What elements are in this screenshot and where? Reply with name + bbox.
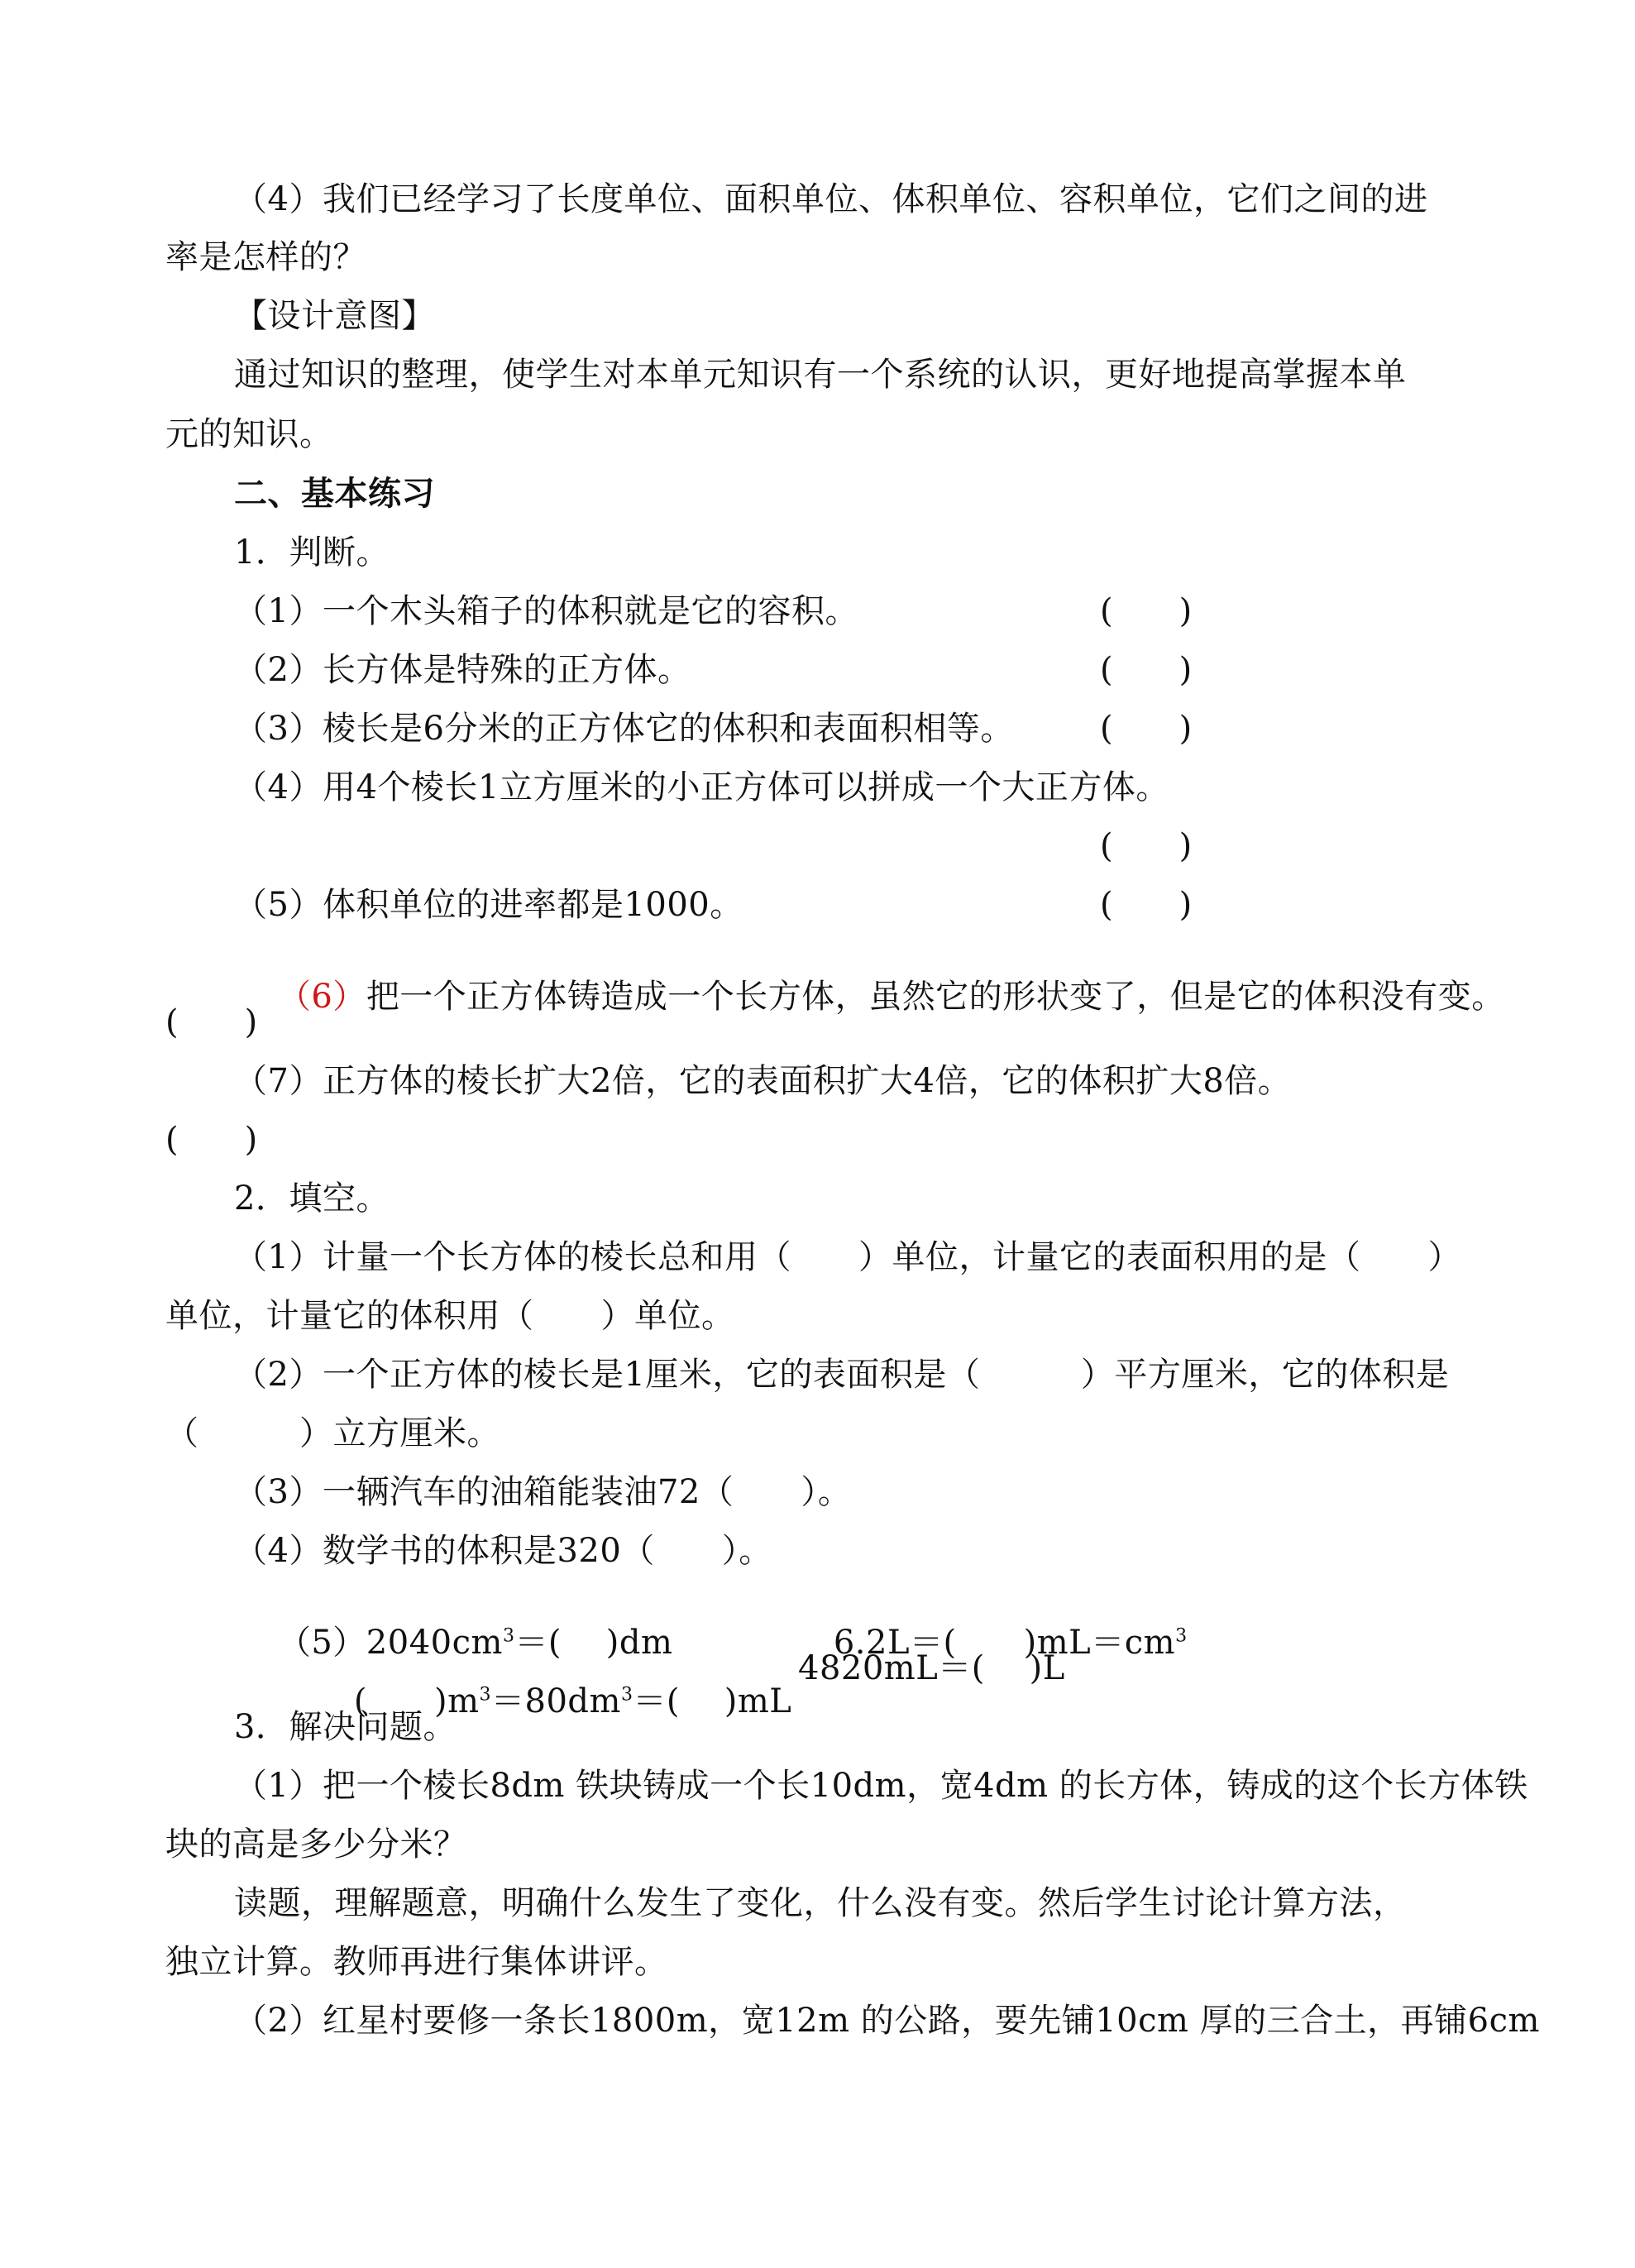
paragraph-line: 通过知识的整理，使学生对本单元知识有一个系统的认识，更好地提高掌握本单 (234, 356, 1407, 394)
answer-blank[interactable]: ( ) (1100, 886, 1193, 924)
unit-conversion-text: 6.2L＝( )mL＝cm (833, 1624, 1176, 1662)
fill-question-1-line1: （1）计量一个长方体的棱长总和用（ ）单位，计量它的表面积用的是（ ） (234, 1238, 1461, 1276)
unit-conversion-text: ＝( )mL (633, 1682, 792, 1720)
fill-question-3: （3）一辆汽车的油箱能装油72（ ）。 (234, 1473, 852, 1511)
problem-1-line2: 块的高是多少分米？ (165, 1825, 467, 1864)
answer-blank[interactable]: ( ) (165, 1121, 258, 1159)
judgment-question-4: （4）用4个棱长1立方厘米的小正方体可以拼成一个大正方体。 (234, 768, 1169, 806)
unit-conversion-text: ＝( )dm (514, 1624, 673, 1662)
judgment-question-5: （5）体积单位的进率都是1000。 (234, 886, 743, 924)
answer-blank[interactable]: ( ) (1100, 651, 1193, 689)
unit-conversion-text: （5）2040cm (277, 1624, 503, 1662)
unit-conversion-text: ( )m (353, 1682, 480, 1720)
judgment-question-3: （3）棱长是6分米的正方体它的体积和表面积相等。 (234, 710, 1014, 748)
judgment-question-7: （7）正方体的棱长扩大2倍，它的表面积扩大4倍，它的体积扩大8倍。 (234, 1062, 1292, 1100)
fill-question-4: （4）数学书的体积是320（ ）。 (234, 1532, 772, 1570)
paragraph-line: （4）我们已经学习了长度单位、面积单位、体积单位、容积单位，它们之间的进 (234, 180, 1428, 218)
subsection-heading: 1．判断。 (234, 534, 390, 572)
fill-question-5-row2-right: 4820mL＝( )L (798, 1649, 1065, 1687)
problem-2-line1: （2）红星村要修一条长1800m，宽12m 的公路，要先铺10cm 厚的三合土，再铺6cm (234, 2002, 1540, 2040)
design-intent-heading: 【设计意图】 (234, 297, 435, 335)
subsection-heading: 2．填空。 (234, 1179, 390, 1218)
answer-blank[interactable]: ( ) (1100, 710, 1193, 748)
fill-question-2-line1: （2）一个正方体的棱长是1厘米，它的表面积是（ ）平方厘米，它的体积是 (234, 1356, 1450, 1394)
judgment-question-6 (234, 947, 1505, 1046)
superscript: 3 (1175, 1625, 1188, 1647)
answer-blank[interactable]: ( ) (165, 1003, 258, 1041)
answer-blank[interactable]: ( ) (1100, 592, 1193, 630)
superscript: 3 (479, 1684, 491, 1706)
fill-question-1-line2: 单位，计量它的体积用（ ）单位。 (165, 1297, 735, 1335)
judgment-question-1: （1）一个木头箱子的体积就是它的容积。 (234, 592, 858, 630)
answer-blank[interactable]: ( ) (1100, 827, 1193, 865)
subsection-heading: 3．解决问题。 (234, 1708, 457, 1746)
superscript: 3 (502, 1625, 515, 1647)
section-heading: 二、基本练习 (234, 474, 435, 513)
paragraph-line: 率是怎样的？ (165, 238, 366, 276)
problem-1-line1: （1）把一个棱长8dm 铁块铸成一个长10dm，宽4dm 的长方体，铸成的这个长方体铁 (234, 1767, 1528, 1805)
teaching-note-line1: 读题，理解题意，明确什么发生了变化，什么没有变。然后学生讨论计算方法， (234, 1884, 1407, 1922)
question-number-red: （6） (277, 978, 366, 1016)
paragraph-line: 元的知识。 (165, 415, 333, 453)
superscript: 3 (620, 1684, 633, 1706)
teaching-note-line2: 独立计算。教师再进行集体讲评。 (165, 1943, 668, 1981)
unit-conversion-text: ＝80dm (491, 1682, 621, 1720)
question-text: 把一个正方体铸造成一个长方体，虽然它的形状变了，但是它的体积没有变。 (366, 978, 1505, 1016)
fill-question-2-line2: （ ）立方厘米。 (165, 1414, 500, 1452)
judgment-question-2: （2）长方体是特殊的正方体。 (234, 651, 691, 689)
